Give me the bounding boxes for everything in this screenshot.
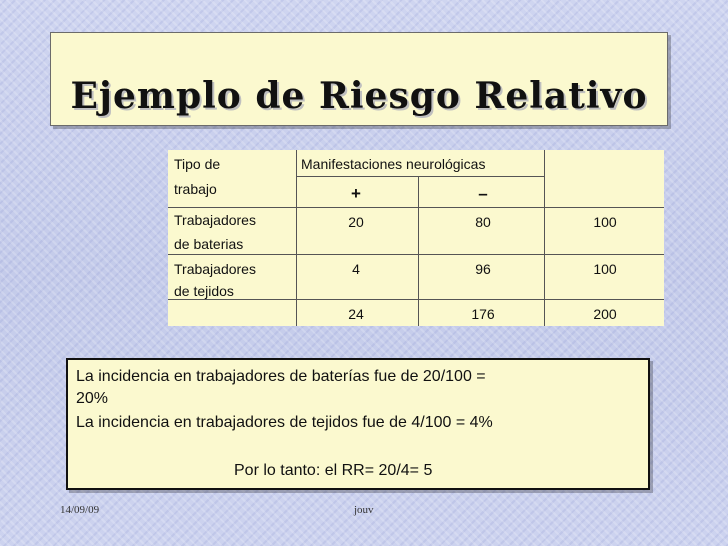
note-conclusion: Por lo tanto: el RR= 20/4= 5	[234, 462, 433, 479]
header-tipo-line1: Tipo de	[174, 156, 221, 172]
col-divider-3	[544, 150, 545, 326]
note-line-2: 20%	[76, 390, 109, 407]
total-minus: 176	[471, 306, 495, 322]
header-tipo-line2: trabajo	[174, 181, 217, 197]
col-divider-2	[418, 176, 419, 326]
slide-title: Ejemplo de Riesgo Relativo	[70, 75, 648, 117]
footer-author: jouv	[354, 504, 374, 516]
row-1-label-line2: de baterias	[174, 236, 244, 252]
row-2-minus: 96	[475, 261, 491, 277]
row-2-label-line2: de tejidos	[174, 283, 234, 299]
col-divider-1	[296, 150, 297, 326]
header-manifestaciones: Manifestaciones neurológicas	[301, 156, 486, 172]
row-1-total: 100	[593, 214, 617, 230]
row-1-label-line1: Trabajadores	[174, 212, 256, 228]
note-line-1: La incidencia en trabajadores de baterías fue de 20/100 =	[76, 368, 486, 385]
row-1-divider	[168, 254, 664, 255]
row-1-plus: 20	[348, 214, 364, 230]
total-grand: 200	[593, 306, 617, 322]
title-box	[50, 32, 668, 126]
row-2-plus: 4	[352, 261, 360, 277]
row-2-label-line1: Trabajadores	[174, 261, 256, 277]
row-2-total: 100	[593, 261, 617, 277]
header-plus: +	[351, 184, 361, 203]
header-divider	[168, 207, 664, 208]
row-1-minus: 80	[475, 214, 491, 230]
incidence-note	[66, 358, 650, 490]
header-group-divider	[296, 176, 544, 177]
contingency-table	[168, 150, 664, 326]
total-plus: 24	[348, 306, 364, 322]
footer-date: 14/09/09	[60, 504, 100, 516]
note-line-3: La incidencia en trabajadores de tejidos fue de 4/100 = 4%	[76, 414, 493, 431]
header-minus: –	[478, 184, 488, 203]
row-2-divider	[168, 299, 664, 300]
